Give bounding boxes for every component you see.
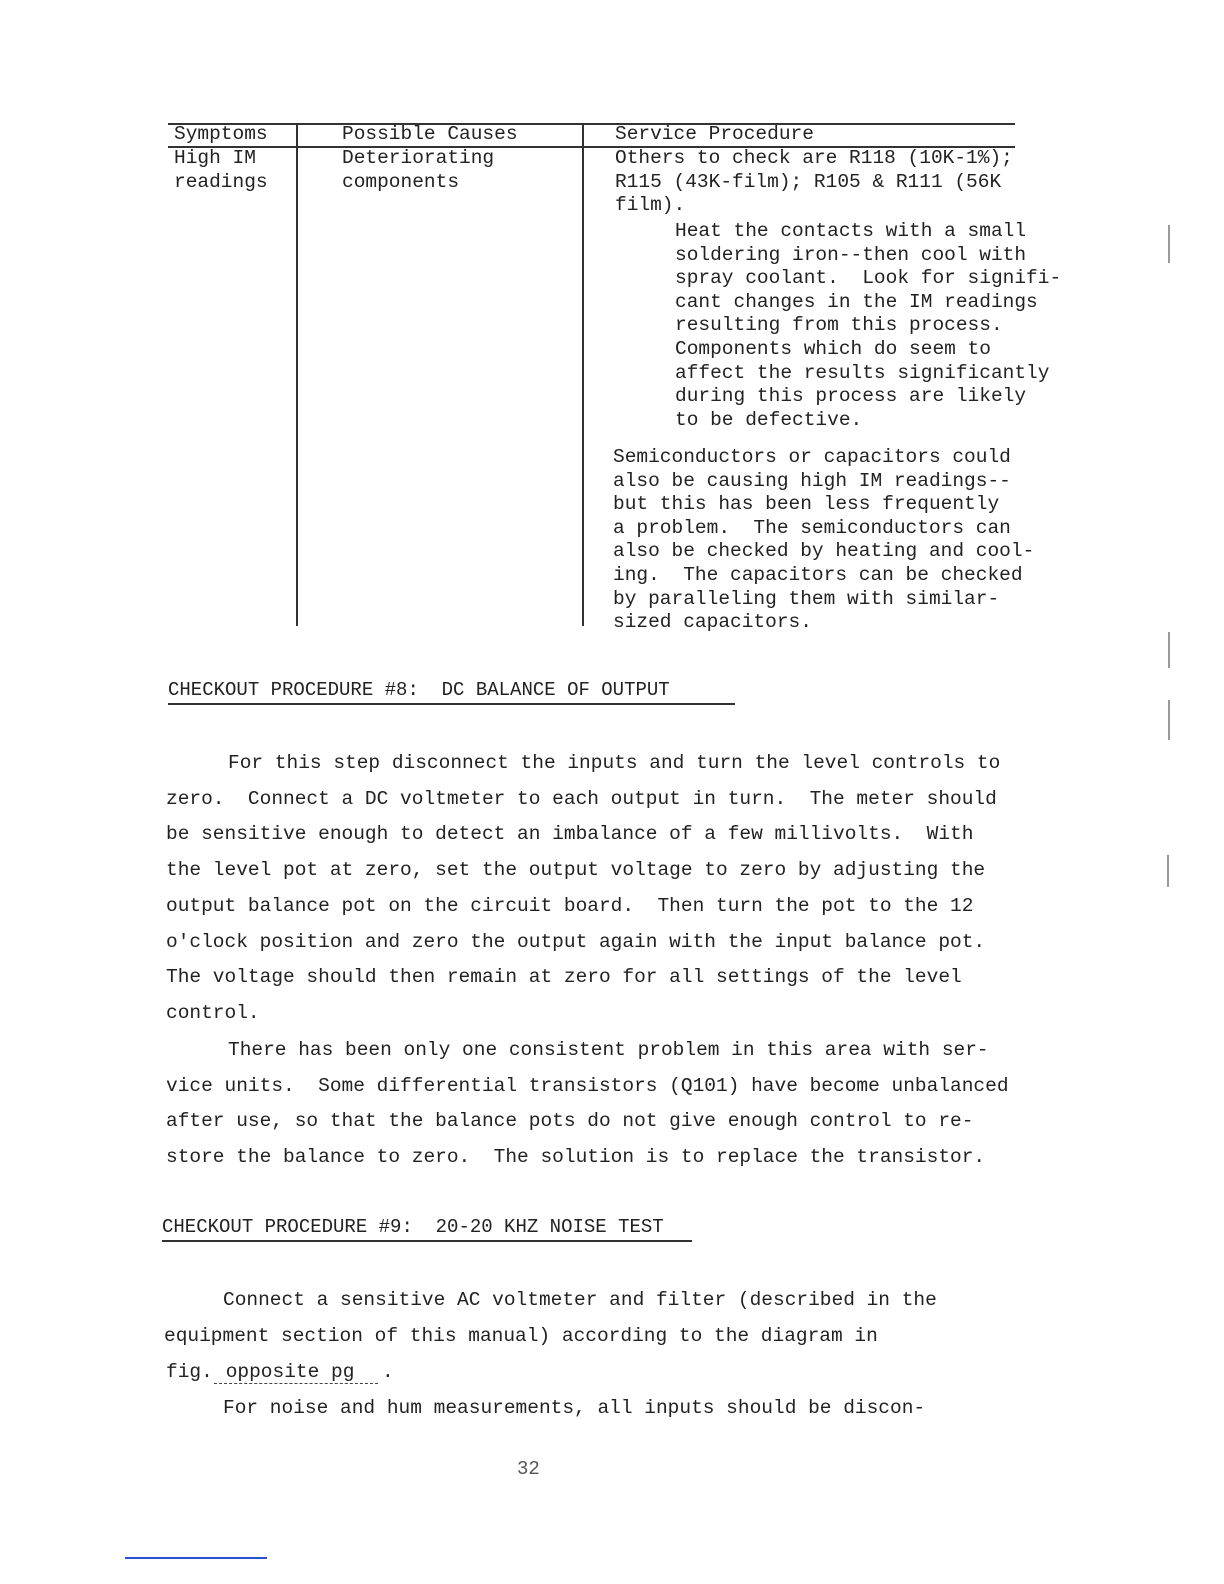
symptom-line: readings bbox=[174, 171, 268, 193]
cause-line: components bbox=[342, 171, 460, 193]
procedure-line: Others to check are R118 (10K-1%); bbox=[615, 147, 1013, 169]
scan-margin-mark bbox=[1167, 855, 1169, 887]
procedure-line: Components which do seem to bbox=[675, 338, 991, 360]
procedure-line: during this process are likely bbox=[675, 385, 1027, 408]
section-heading: CHECKOUT PROCEDURE #9: 20-20 KHZ NOISE TEST bbox=[162, 1216, 692, 1242]
procedure-line: spray coolant. Look for signifi- bbox=[675, 267, 1062, 290]
column-divider bbox=[296, 124, 298, 626]
procedure-line: Heat the contacts with a small bbox=[675, 220, 1027, 242]
scan-edge-line bbox=[125, 1557, 267, 1559]
fig-suffix: . bbox=[382, 1361, 394, 1383]
page-number: 32 bbox=[517, 1458, 540, 1480]
paragraph-line: the level pot at zero, set the output voltage to zero by adjusting the bbox=[166, 859, 986, 882]
procedure-line: to be defective. bbox=[675, 408, 863, 431]
scan-margin-mark bbox=[1168, 632, 1170, 668]
procedure-line: soldering iron--then cool with bbox=[675, 243, 1027, 266]
table-header-symptoms: Symptoms bbox=[174, 123, 268, 145]
paragraph-line: control. bbox=[166, 1001, 260, 1024]
paragraph-line: vice units. Some differential transistors (Q101) have become unbalanced bbox=[166, 1074, 1009, 1097]
paragraph-line: store the balance to zero. The solution is to replace the transistor. bbox=[166, 1146, 986, 1169]
symptom-line: High IM bbox=[174, 147, 256, 169]
table-header-procedure: Service Procedure bbox=[615, 123, 814, 145]
procedure-line: by paralleling them with similar- bbox=[613, 587, 1000, 610]
paragraph-line: o'clock position and zero the output again with the input balance pot. bbox=[166, 930, 986, 953]
paragraph-line: be sensitive enough to detect an imbalance of a few millivolts. With bbox=[166, 823, 974, 846]
procedure-line: resulting from this process. bbox=[675, 314, 1003, 337]
paragraph-line: For noise and hum measurements, all inputs should be discon- bbox=[223, 1397, 926, 1419]
paragraph-line: output balance pot on the circuit board. Then turn the pot to the 12 bbox=[166, 894, 974, 917]
procedure-line: ing. The capacitors can be checked bbox=[613, 564, 1023, 586]
procedure-line: affect the results significantly bbox=[675, 361, 1050, 384]
fig-ref: opposite pg bbox=[214, 1361, 378, 1383]
procedure-line: also be checked by heating and cool- bbox=[613, 540, 1035, 563]
paragraph-line: equipment section of this manual) according to the diagram in bbox=[164, 1325, 878, 1347]
procedure-line: but this has been less frequently bbox=[613, 493, 1000, 516]
paragraph-line: The voltage should then remain at zero for all settings of the level bbox=[166, 966, 962, 989]
procedure-line: a problem. The semiconductors can bbox=[613, 516, 1011, 539]
fig-prefix: fig. bbox=[166, 1361, 213, 1383]
procedure-line: film). bbox=[615, 194, 686, 217]
section-heading: CHECKOUT PROCEDURE #8: DC BALANCE OF OUTPUT bbox=[168, 679, 735, 705]
table-header-causes: Possible Causes bbox=[342, 123, 518, 145]
procedure-line: sized capacitors. bbox=[613, 611, 812, 634]
paragraph-line: For this step disconnect the inputs and turn the level controls to bbox=[228, 752, 1001, 774]
procedure-line: Semiconductors or capacitors could bbox=[613, 446, 1011, 468]
scan-margin-mark bbox=[1168, 225, 1170, 263]
scan-margin-mark bbox=[1168, 700, 1170, 740]
paragraph-line: zero. Connect a DC voltmeter to each output in turn. The meter should bbox=[166, 787, 997, 810]
procedure-line: cant changes in the IM readings bbox=[675, 290, 1038, 313]
column-divider bbox=[582, 124, 584, 626]
procedure-line: also be causing high IM readings-- bbox=[613, 469, 1011, 492]
cause-line: Deteriorating bbox=[342, 147, 495, 169]
procedure-line: R115 (43K-film); R105 & R111 (56K bbox=[615, 170, 1002, 193]
paragraph-line: after use, so that the balance pots do not give enough control to re- bbox=[166, 1110, 974, 1133]
paragraph-line: There has been only one consistent problem in this area with ser- bbox=[228, 1039, 989, 1061]
paragraph-line: Connect a sensitive AC voltmeter and filter (described in the bbox=[223, 1289, 937, 1311]
